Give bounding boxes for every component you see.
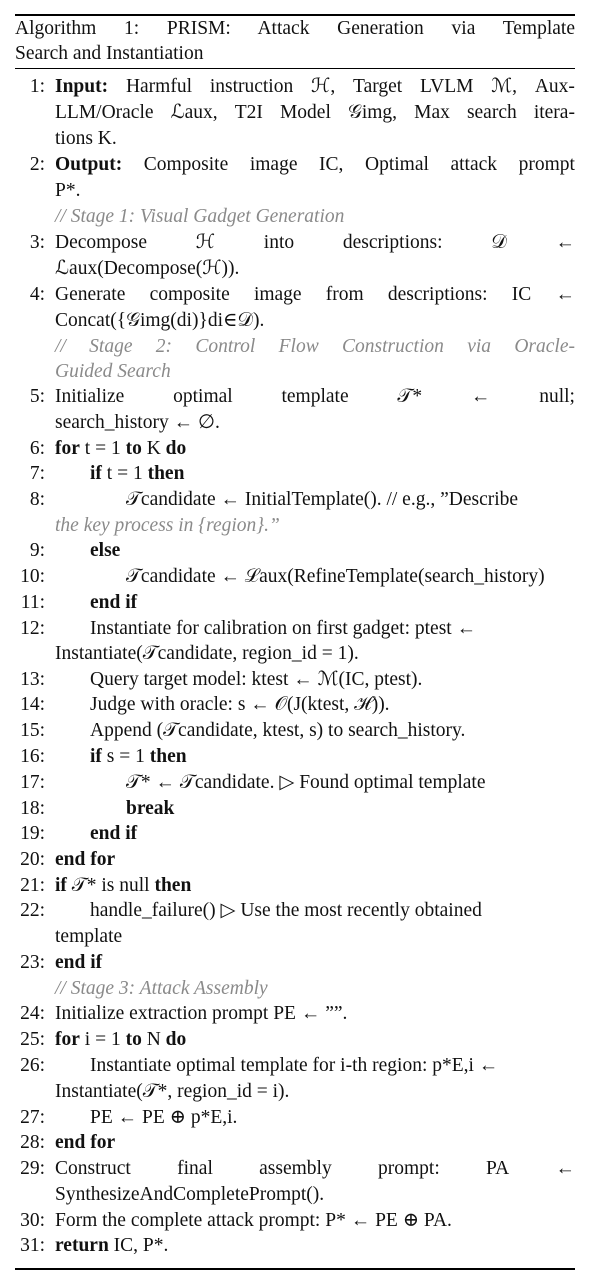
line-text: Instantiate optimal template for i-th region: p*E,i ← (90, 1055, 499, 1076)
line-number: 3: (29, 232, 45, 253)
line-text: end if (90, 823, 138, 844)
algorithm-line (0, 1027, 596, 1053)
word: from (325, 284, 364, 305)
line-text: handle_failure() ▷ Use the most recently obtained (90, 900, 482, 921)
algorithm-line (0, 898, 596, 924)
line-number: 27: (20, 1107, 45, 1128)
line-number: 31: (20, 1235, 45, 1256)
word: ← (555, 1158, 575, 1179)
line-text: // Stage 3: Attack Assembly (55, 978, 268, 999)
algorithm-line (0, 667, 596, 693)
algorithm-line (0, 1079, 596, 1105)
line-text: if 𝒯* is null then (55, 875, 192, 896)
line-text: Query target model: ktest ← ℳ(IC, ptest). (90, 669, 423, 690)
word: Decompose (55, 232, 148, 253)
line-text: Instantiate(𝒯*, region_id = i). (55, 1081, 290, 1102)
word: Model (279, 102, 331, 123)
line-text (55, 100, 575, 126)
algorithm-line (0, 487, 596, 513)
word: Target (353, 76, 403, 97)
algorithm-line (0, 692, 596, 718)
line-text: PE ← PE ⊕ p*E,i. (90, 1107, 238, 1128)
word: LLM/Oracle (55, 102, 154, 123)
line-number: 10: (20, 566, 45, 587)
algorithm-line (0, 976, 596, 1002)
line-number: 22: (20, 900, 45, 921)
bottom-rule (15, 1268, 575, 1270)
line-number: 12: (20, 618, 45, 639)
word: assembly (259, 1158, 332, 1179)
word: Optimal (364, 154, 429, 175)
word: Output: (55, 154, 123, 175)
algorithm-line (0, 461, 596, 487)
word: Input: (55, 76, 109, 97)
word: null; (539, 386, 575, 407)
line-text: Initialize extraction prompt PE ← ””. (55, 1003, 348, 1024)
line-text (55, 230, 575, 256)
word: via (467, 336, 492, 357)
word: Control (195, 336, 256, 357)
word: ← (555, 284, 575, 305)
line-text: if t = 1 then (90, 463, 185, 484)
line-number: 8: (29, 489, 45, 510)
line-number: 15: (20, 720, 45, 741)
word: ← (555, 232, 575, 253)
algorithm-line (0, 616, 596, 642)
line-number: 21: (20, 875, 45, 896)
line-text (55, 334, 575, 360)
line-text (55, 74, 575, 100)
word: Aux- (534, 76, 575, 97)
line-number: 20: (20, 849, 45, 870)
line-text: break (126, 798, 175, 819)
algorithm-line (0, 847, 596, 873)
caption-line-2: Search and Instantiation (15, 43, 204, 64)
algorithm-line (0, 513, 596, 539)
line-number: 24: (20, 1003, 45, 1024)
word: template (281, 386, 349, 407)
word: ← (470, 386, 491, 407)
word: 𝒢img, (347, 102, 398, 123)
algorithm-line (0, 744, 596, 770)
word: into (263, 232, 295, 253)
algorithm-line (0, 308, 596, 334)
word: image (253, 284, 302, 305)
algorithm-caption (15, 16, 575, 66)
line-number: 25: (20, 1029, 45, 1050)
line-number: 11: (20, 592, 45, 613)
line-number: 28: (20, 1132, 45, 1153)
line-text: else (90, 540, 121, 561)
line-text: 𝒯candidate ← InitialTemplate(). // e.g., ”Describe (126, 489, 519, 510)
line-text: 𝒯candidate ← ℒaux(RefineTemplate(search_history) (126, 566, 545, 587)
caption-rule (15, 68, 575, 69)
line-number: 1: (29, 76, 45, 97)
algorithm-line (0, 1156, 596, 1182)
word: Max (414, 102, 450, 123)
line-text (55, 1156, 575, 1182)
word: final (177, 1158, 213, 1179)
line-text: // Stage 1: Visual Gadget Generation (55, 206, 345, 227)
algorithm-line (0, 256, 596, 282)
line-number: 4: (29, 284, 45, 305)
word: T2I (234, 102, 263, 123)
word: Construct (55, 1158, 131, 1179)
line-text: P*. (55, 180, 81, 201)
algorithm-line (0, 334, 596, 360)
word: Composite (143, 154, 229, 175)
line-text (55, 152, 575, 178)
algorithm-line (0, 436, 596, 462)
algorithm-line (0, 950, 596, 976)
algorithm-line (0, 410, 596, 436)
algorithm-line (0, 641, 596, 667)
line-text: the key process in {region}.” (55, 515, 280, 536)
line-number: 7: (29, 463, 45, 484)
line-number: 19: (20, 823, 45, 844)
line-number: 17: (20, 772, 45, 793)
algorithm-line (0, 126, 596, 152)
algorithm-line (0, 384, 596, 410)
word: 2: (155, 336, 173, 357)
algorithm-line (0, 152, 596, 178)
algorithm-line (0, 230, 596, 256)
algorithm-line (0, 178, 596, 204)
line-text: Instantiate(𝒯candidate, region_id = 1). (55, 643, 359, 664)
word: 𝒟 (491, 232, 507, 253)
line-number: 5: (29, 386, 45, 407)
algorithm-line (0, 590, 596, 616)
word: itera- (533, 102, 575, 123)
line-text: end if (90, 592, 138, 613)
word: ℒaux, (170, 102, 218, 123)
word: image (249, 154, 298, 175)
algorithm-line (0, 1001, 596, 1027)
line-text: return IC, P*. (55, 1235, 169, 1256)
algorithm-line (0, 821, 596, 847)
word: Oracle- (514, 336, 575, 357)
line-text: end for (55, 849, 116, 870)
algorithm-line (0, 924, 596, 950)
line-number: 29: (20, 1158, 45, 1179)
line-text: for t = 1 to K do (55, 438, 187, 459)
line-text (55, 384, 575, 410)
algorithm-line (0, 1105, 596, 1131)
line-text: end if (55, 952, 103, 973)
line-number: 2: (29, 154, 45, 175)
word: Flow (278, 336, 319, 357)
word: instruction (209, 76, 294, 97)
line-number: 26: (20, 1055, 45, 1076)
word: 𝒯* (397, 386, 423, 407)
algorithm-line (0, 100, 596, 126)
line-text: Concat({𝒢img(di)}di∈𝒟). (55, 310, 265, 331)
line-number: 23: (20, 952, 45, 973)
algorithm-line (0, 204, 596, 230)
line-text: Append (𝒯candidate, ktest, s) to search_history. (90, 720, 466, 741)
word: descriptions: (387, 284, 488, 305)
word: ℳ, (491, 76, 518, 97)
line-number: 14: (20, 694, 45, 715)
algorithm-line (0, 282, 596, 308)
algorithm-line (0, 1130, 596, 1156)
algorithm-line (0, 359, 596, 385)
line-text: 𝒯* ← 𝒯candidate. ▷ Found optimal template (126, 772, 486, 793)
caption-line-1: Algorithm 1: PRISM: Attack Generation via Template (15, 18, 575, 39)
line-number: 9: (29, 540, 45, 561)
word: ℋ (195, 232, 216, 253)
word: attack (450, 154, 498, 175)
line-number: 13: (20, 669, 45, 690)
word: Initialize (55, 386, 125, 407)
word: Harmful (125, 76, 192, 97)
line-text: end for (55, 1132, 116, 1153)
algorithm-line (0, 1182, 596, 1208)
algorithm-line (0, 564, 596, 590)
algorithm-line (0, 538, 596, 564)
word: optimal (173, 386, 233, 407)
word: Stage (89, 336, 133, 357)
word: LVLM (420, 76, 474, 97)
algorithm-line (0, 1053, 596, 1079)
word: prompt: (378, 1158, 440, 1179)
word: search (466, 102, 517, 123)
word: // (55, 336, 66, 357)
line-text: Guided Search (55, 361, 171, 382)
algorithm-line (0, 873, 596, 899)
algorithm-line (0, 770, 596, 796)
word: PA (486, 1158, 510, 1179)
algorithm-line (0, 718, 596, 744)
line-text: for i = 1 to N do (55, 1029, 187, 1050)
word: Construction (342, 336, 444, 357)
algorithm-line (0, 1208, 596, 1234)
line-text: ℒaux(Decompose(ℋ)). (55, 258, 240, 279)
word: ℋ, (311, 76, 336, 97)
algorithm-line (0, 74, 596, 100)
line-text: Form the complete attack prompt: P* ← PE ⊕ PA. (55, 1210, 452, 1231)
algorithm-line (0, 1233, 596, 1259)
line-text: Instantiate for calibration on first gadget: ptest ← (90, 618, 477, 639)
line-text: tions K. (55, 128, 117, 149)
line-text: template (55, 926, 123, 947)
word: composite (149, 284, 230, 305)
line-text (55, 282, 575, 308)
line-text: Judge with oracle: s ← 𝒪(J(ktest, ℋ)). (90, 694, 390, 715)
line-number: 6: (29, 438, 45, 459)
line-text: if s = 1 then (90, 746, 187, 767)
algorithm-line (0, 796, 596, 822)
word: IC, (319, 154, 344, 175)
word: Generate (55, 284, 126, 305)
word: IC (511, 284, 532, 305)
line-number: 18: (20, 798, 45, 819)
word: prompt (518, 154, 575, 175)
line-number: 30: (20, 1210, 45, 1231)
word: descriptions: (342, 232, 443, 253)
line-text: SynthesizeAndCompletePrompt(). (55, 1184, 325, 1205)
line-text: search_history ← ∅. (55, 412, 220, 433)
line-number: 16: (20, 746, 45, 767)
